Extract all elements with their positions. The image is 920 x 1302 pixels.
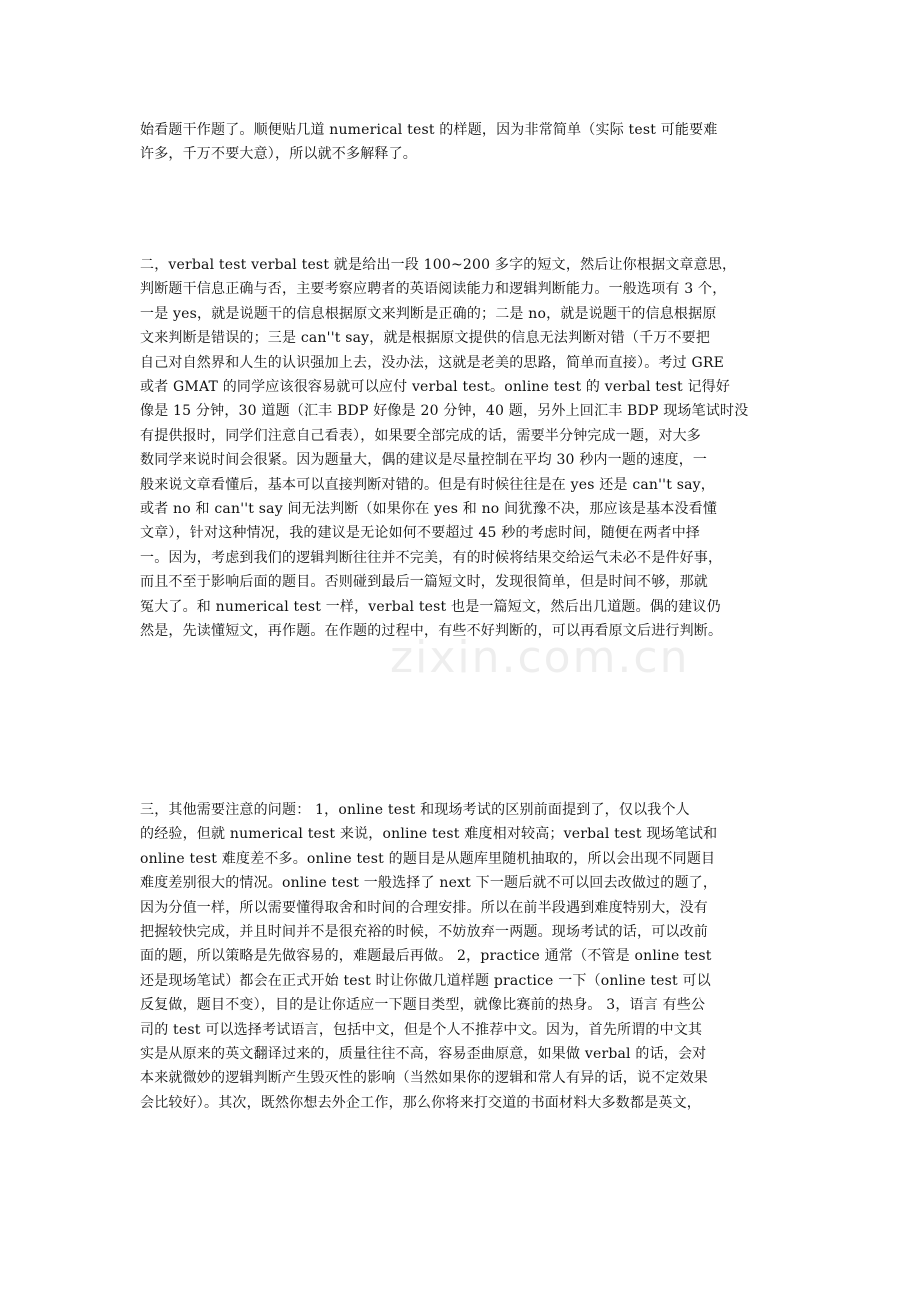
text-line: 一是 yes，就是说题干的信息根据原文来判断是正确的；二是 no，就是说题干的信息根据原 (140, 305, 717, 322)
text-line: 的经验，但就 numerical test 来说，online test 难度相对较高；verbal test 现场笔试和 (140, 826, 718, 843)
text-line: 会比较好）。其次，既然你想去外企工作，那么你将来打交道的书面材料大多数都是英文， (140, 1094, 701, 1111)
text-line: 数同学来说时间会很紧。因为题量大，偶的建议是尽量控制在平均 30 秒内一题的速度，一 (140, 452, 708, 469)
text-line: 然是，先读懂短文，再作题。在作题的过程中，有些不好判断的，可以再看原文后进行判断。 (140, 623, 723, 640)
text-line: 始看题干作题了。顺便贴几道 numerical test 的样题，因为非常简单（实际 test 可能要难 (140, 122, 718, 138)
text-line: 二，verbal test verbal test 就是给出一段 100~200 多字的短文，然后让你根据文章意思， (140, 257, 737, 273)
text-line: 反复做，题目不变），目的是让你适应一下题目类型，就像比赛前的热身。 3，语言 有些公 (140, 997, 706, 1014)
paragraph-verbal-test (140, 253, 790, 644)
text-line: 许多，千万不要大意），所以就不多解释了。 (140, 146, 417, 163)
text-line: 因为分值一样，所以需要懂得取舍和时间的合理安排。所以在前半段遇到难度特别大，没有 (140, 899, 708, 916)
paragraph-other-notes (140, 798, 790, 1115)
text-line: 自己对自然界和人生的认识强加上去，没办法，这就是老美的思路，简单而直接）。考过 GRE (140, 354, 724, 371)
text-line: online test 难度差不多。online test 的题目是从题库里随机抽取的，所以会出现不同题目 (140, 850, 716, 867)
text-line: 像是 15 分钟，30 道题（汇丰 BDP 好像是 20 分钟，40 题，另外上回汇丰 BDP 现场笔试时没 (140, 403, 749, 420)
watermark: zixin.com.cn (390, 632, 690, 683)
text-line: 面的题，所以策略是先做容易的，难题最后再做。 2，practice 通常（不管是 online test (140, 948, 712, 965)
text-line: 冤大了。和 numerical test 一样，verbal test 也是一篇短文，然后出几道题。偶的建议仍 (140, 598, 721, 615)
text-line: 文来判断是错误的；三是 can''t say，就是根据原文提供的信息无法判断对错（千万不要把 (140, 330, 711, 347)
text-line: 般来说文章看懂后，基本可以直接判断对错的。但是有时候往往是在 yes 还是 can''t say， (140, 476, 715, 493)
text-line: 司的 test 可以选择考试语言，包括中文，但是个人不推荐中文。因为，首先所谓的中文其 (140, 1021, 703, 1038)
text-line: 而且不至于影响后面的题目。否则碰到最后一篇短文时，发现很简单，但是时间不够，那就 (140, 574, 708, 591)
text-line: 把握较快完成，并且时间并不是很充裕的时候，不妨放弃一两题。现场考试的话，可以改前 (140, 924, 708, 941)
text-line: 一。因为，考虑到我们的逻辑判断往往并不完美，有的时候将结果交给运气未必不是件好事， (140, 549, 723, 566)
text-line: 文章），针对这种情况，我的建议是无论如何不要超过 45 秒的考虑时间，随便在两者中择 (140, 525, 701, 542)
text-line: 三，其他需要注意的问题： 1，online test 和现场考试的区别前面提到了，仅以我个人 (140, 802, 690, 818)
text-line: 实是从原来的英文翻译过来的，质量往往不高，容易歪曲原意，如果做 verbal 的话，会对 (140, 1046, 707, 1063)
text-line: 还是现场笔试）都会在正式开始 test 时让你做几道样题 practice 一下（online test 可以 (140, 972, 711, 989)
text-line: 本来就微妙的逻辑判断产生毁灭性的影响（当然如果你的逻辑和常人有异的话，说不定效果 (140, 1070, 708, 1087)
text-line: 判断题干信息正确与否，主要考察应聘者的英语阅读能力和逻辑判断能力。一般选项有 3 个， (140, 281, 727, 298)
text-line: 有提供报时，同学们注意自己看表），如果要全部完成的话，需要半分钟完成一题，对大多 (140, 427, 701, 444)
text-line: 或者 no 和 can''t say 间无法判断（如果你在 yes 和 no 间犹豫不决，那应该是基本没看懂 (140, 501, 718, 518)
text-line: 难度差别很大的情况。online test 一般选择了 next 下一题后就不可以回去改做过的题了， (140, 875, 718, 892)
paragraph-numerical-sample (140, 118, 790, 167)
text-line: 或者 GMAT 的同学应该很容易就可以应付 verbal test。online test 的 verbal test 记得好 (140, 379, 731, 396)
